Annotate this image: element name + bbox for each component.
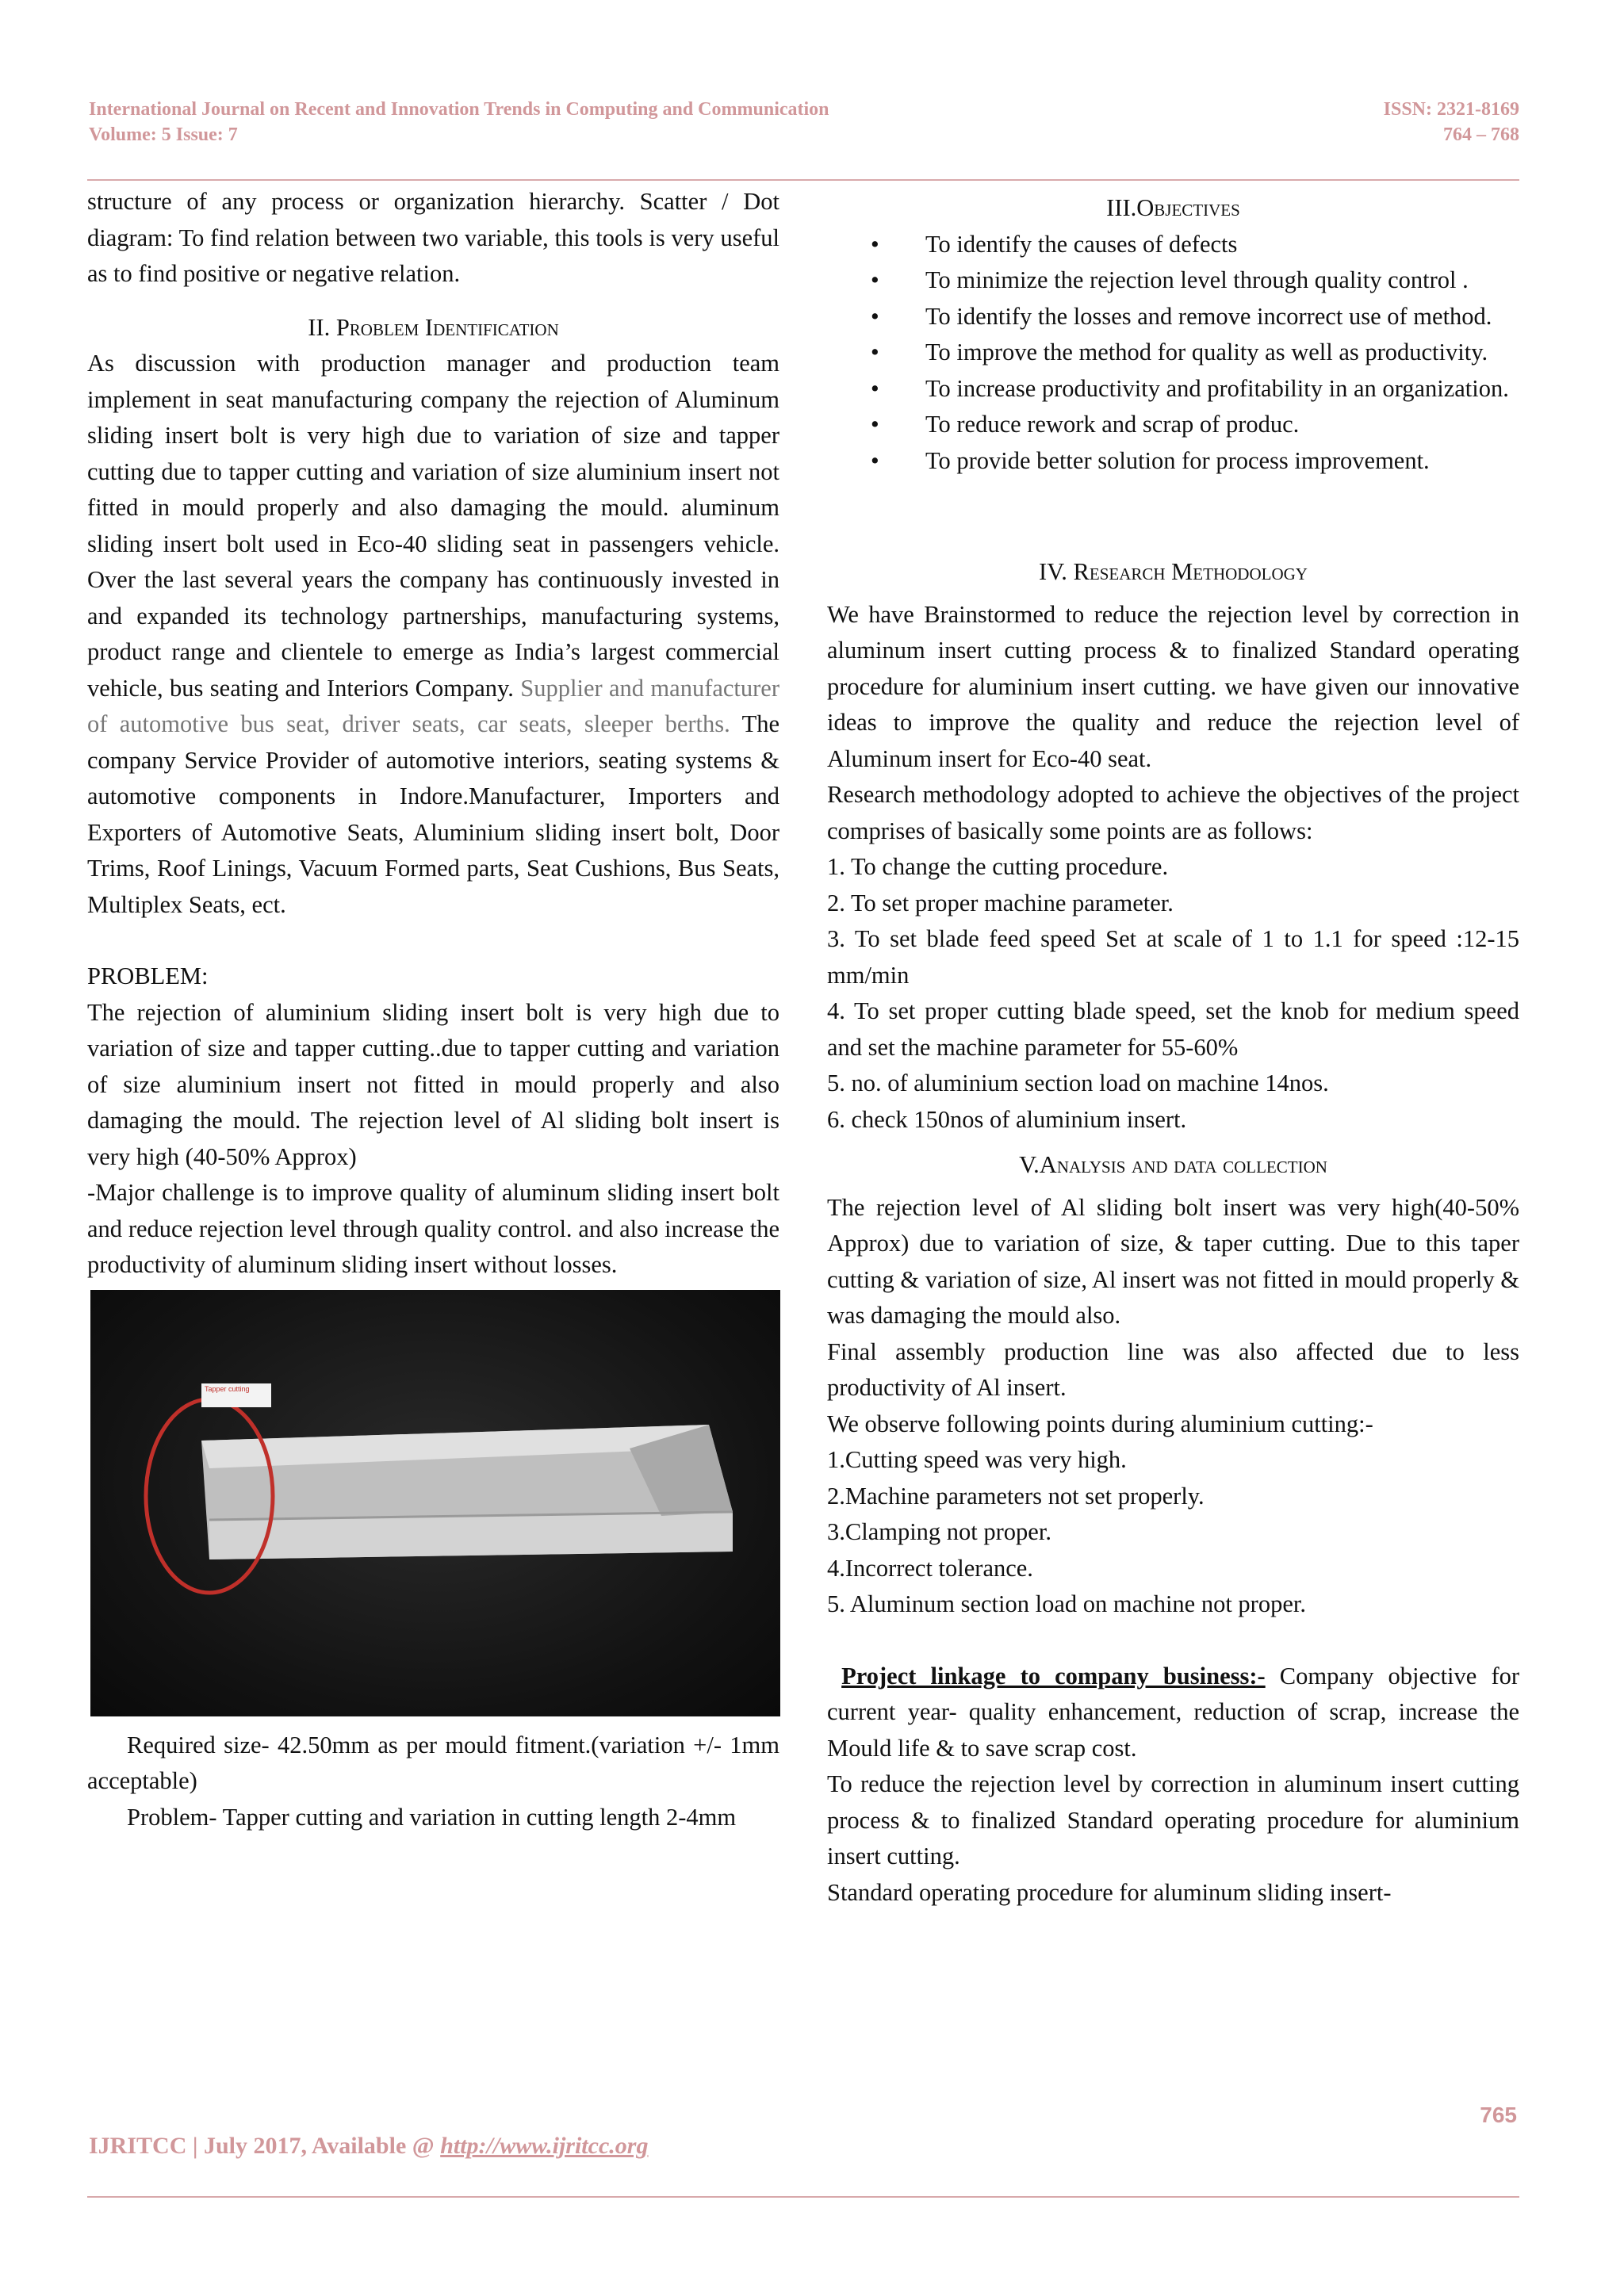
step-1: 1. To change the cutting procedure.	[827, 853, 1169, 880]
page-range: 764 – 768	[1443, 124, 1519, 145]
section-2-title: II. Problem Identification	[308, 313, 559, 341]
list-item: • To minimize the rejection level through quality control .	[827, 262, 1519, 299]
list-item: • To identify the causes of defects	[827, 227, 1519, 263]
step-2: 2. To set proper machine parameter.	[827, 889, 1174, 916]
list-item: • To reduce rework and scrap of produc.	[827, 407, 1519, 443]
running-header-right	[1384, 97, 1519, 147]
observation-point: 3.Clamping not proper.	[827, 1518, 1051, 1545]
step-5: 5. no. of aluminium section load on machine 14nos.	[827, 1070, 1329, 1096]
project-linkage-label: Project linkage to company business:-	[841, 1662, 1266, 1689]
analysis-paragraph: The rejection level of Al sliding bolt insert was very high(40-50% Approx) due to variation of size, & taper cutting. Due to this taper cutting & variation of size, Al insert was not fitted in mould properly & was damaging the mould also.	[827, 1193, 1519, 1329]
problem-label: PROBLEM:	[87, 962, 209, 989]
insert-bolt-photo	[90, 1290, 780, 1716]
caption-problem: Problem- Tapper cutting and variation in cutting length 2-4mm	[127, 1803, 737, 1831]
objectives-list	[827, 227, 1519, 480]
problem-paragraph: The rejection of aluminium sliding insert bolt is very high due to variation of size and tapper cutting..due to tapper cutting and variation of size aluminium insert not fitted in mould properly and also damaging the mould. The rejection level of Al sliding bolt insert is very high (40-50% Approx)	[87, 998, 779, 1170]
observation-point: 2.Machine parameters not set properly.	[827, 1482, 1205, 1510]
right-column	[827, 190, 1519, 1911]
methodology-paragraph-2: Research methodology adopted to achieve the objectives of the project comprises of basically some points are as follows:	[827, 781, 1519, 844]
problem-identification-paragraph: As discussion with production manager and production team implement in seat manufacturing company the rejection of Aluminum sliding insert bolt is very high due to variation of size and tapper cutting due to tapper cutting and variation of size aluminium insert not fitted in mould properly and also damaging the mould. aluminum sliding insert bolt used in Eco-40 sliding seat in passengers vehicle. Over the last several years the company has continuously invested in and expanded its technology partnerships, manufacturing systems, product range and clientele to emerge as India’s largest commercial vehicle, bus seating and Interiors Company. Supplier and manufacturer of automotive bus seat, driver seats, car seats, sleeper berths. The company Service Provider of automotive interiors, seating systems & automotive components in Indore.Manufacturer, Importers and Exporters of Automotive Seats, Aluminium sliding insert bolt, Door Trims, Roof Linings, Vacuum Formed parts, Seat Cushions, Bus Seats, Multiplex Seats, ect.	[87, 350, 779, 918]
observation-point: 5. Aluminum section load on machine not proper.	[827, 1590, 1306, 1617]
step-3: 3. To set blade feed speed Set at scale of 1 to 1.1 for speed :12-15 mm/min	[827, 925, 1519, 989]
list-item: • To improve the method for quality as well as productivity.	[827, 335, 1519, 371]
intro-paragraph: structure of any process or organization hierarchy. Scatter / Dot diagram: To find relation between two variable, this tools is very useful as to find positive or negative relation.	[87, 188, 779, 287]
methodology-paragraph: We have Brainstormed to reduce the rejection level by correction in aluminum insert cutting process & to finalized Standard operating procedure for aluminium insert cutting. we have given our innovative ideas to improve the quality and reduce the rejection level of Aluminum insert for Eco-40 seat.	[827, 600, 1519, 772]
list-item: • To identify the losses and remove incorrect use of method.	[827, 299, 1519, 335]
page-number: 765	[1480, 2103, 1517, 2127]
analysis-paragraph-2: Final assembly production line was also affected due to less productivity of Al insert.	[827, 1337, 1519, 1401]
tapper-cutting-tag: Tapper cutting	[201, 1383, 271, 1407]
footer: IJRITCC | July 2017, Available @ http://www.ijritcc.org	[89, 2133, 649, 2159]
header-rule	[87, 179, 1519, 181]
running-header-left	[89, 97, 829, 147]
step-6: 6. check 150nos of aluminium insert.	[827, 1105, 1187, 1133]
red-highlight-ellipse	[138, 1393, 281, 1599]
section-4-title: IV. Research Methodology	[1039, 558, 1308, 585]
issn: ISSN: 2321-8169	[1383, 99, 1519, 120]
project-linkage-paragraph: Project linkage to company business:- Company objective for current year- quality enhancement, reduction of scrap, increase the Mould life & to save scrap cost.	[827, 1662, 1520, 1762]
sop-line: Standard operating procedure for aluminum sliding insert-	[827, 1878, 1392, 1906]
observation-point: 4.Incorrect tolerance.	[827, 1554, 1033, 1582]
reduce-paragraph: To reduce the rejection level by correction in aluminum insert cutting process & to finalized Standard operating procedure for aluminium insert cutting.	[827, 1770, 1519, 1869]
step-4: 4. To set proper cutting blade speed, set the knob for medium speed and set the machine parameter for 55-60%	[827, 997, 1519, 1061]
caption-required-size: Required size- 42.50mm as per mould fitment.(variation +/- 1mm acceptable)	[87, 1731, 779, 1794]
journal-title: International Journal on Recent and Innovation Trends in Computing and Communication	[89, 99, 829, 120]
section-3-title: III.Objectives	[1106, 194, 1240, 221]
observe-intro: We observe following points during aluminium cutting:-	[827, 1410, 1373, 1437]
observation-point: 1.Cutting speed was very high.	[827, 1446, 1127, 1473]
journal-link[interactable]: http://www.ijritcc.org	[440, 2133, 649, 2159]
supplier-text: Supplier and manufacturer of automotive bus seat, driver seats, car seats, sleeper berths.	[87, 674, 779, 737]
volume-issue: Volume: 5 Issue: 7	[89, 124, 238, 145]
list-item: • To provide better solution for process improvement.	[827, 443, 1519, 480]
section-5-title: V.Analysis and data collection	[1019, 1151, 1327, 1178]
left-column	[87, 184, 779, 1835]
list-item: • To increase productivity and profitability in an organization.	[827, 371, 1519, 408]
challenge-paragraph: -Major challenge is to improve quality of aluminum sliding insert bolt and reduce rejection level through quality control. and also increase the productivity of aluminum sliding insert without losses.	[87, 1179, 779, 1278]
footer-rule	[87, 2196, 1519, 2198]
